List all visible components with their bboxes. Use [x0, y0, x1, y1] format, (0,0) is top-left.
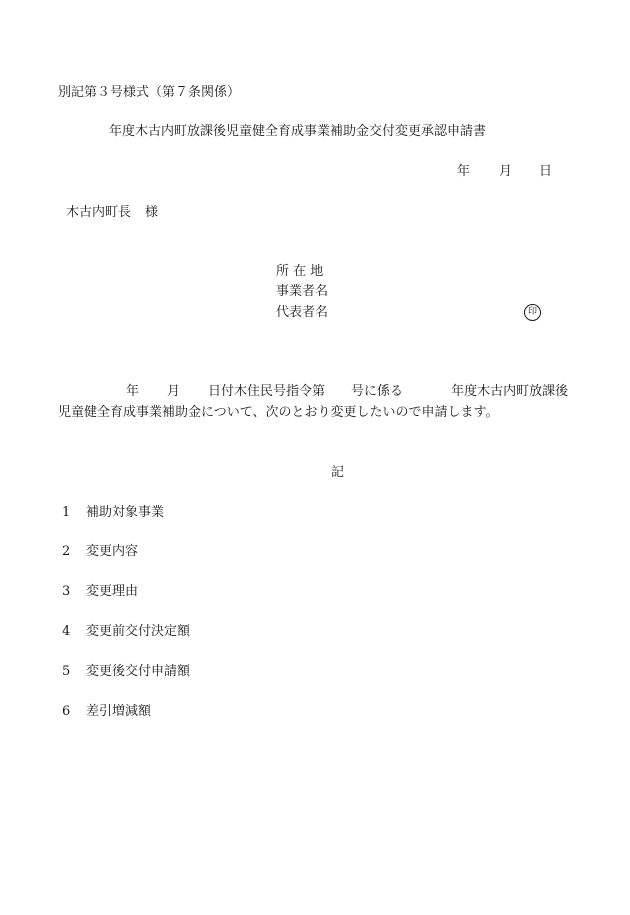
list-item: [62, 545, 138, 558]
list-item: [62, 665, 190, 678]
addressee-name: 木古内町長: [66, 205, 132, 220]
item-label: 差引増減額: [86, 704, 152, 719]
body-paragraph-line1: [58, 385, 568, 398]
date-day: 日: [539, 164, 553, 179]
date-year: 年: [457, 164, 471, 179]
item-number: 5: [62, 664, 71, 679]
item-label: 補助対象事業: [86, 505, 165, 520]
document-title: 年度木古内町放課後児童健全育成事業補助金交付変更承認申請書: [109, 124, 487, 139]
list-item: [62, 506, 164, 519]
body-paragraph-line2: 児童健全育成事業補助金について、次のとおり変更したいので申請します。: [58, 405, 499, 420]
body-year: 年: [126, 384, 140, 399]
item-number: 2: [62, 544, 71, 559]
item-number: 6: [62, 704, 71, 719]
item-label: 変更後交付申請額: [86, 664, 191, 679]
body-month: 月: [167, 384, 181, 399]
form-label: 別記第３号様式（第７条関係）: [58, 85, 241, 100]
body-fiscal: 年度木古内町放課後: [451, 384, 569, 399]
addressee-honorific: 様: [145, 205, 159, 220]
date-month: 月: [499, 164, 513, 179]
seal-mark: 印: [524, 304, 541, 321]
item-label: 変更前交付決定額: [86, 624, 191, 639]
item-number: 1: [62, 505, 71, 520]
item-number: 3: [62, 584, 71, 599]
body-day-ref: 日付木住民号指令第: [208, 384, 326, 399]
ki-heading: 記: [331, 465, 345, 480]
list-item: [62, 705, 151, 718]
applicant-representative-label: 代表者名: [276, 305, 329, 320]
list-item: [62, 585, 138, 598]
item-label: 変更内容: [86, 544, 139, 559]
addressee: [66, 206, 158, 219]
body-number: 号に係る: [351, 384, 404, 399]
applicant-business-name-label: 事業者名: [276, 284, 329, 299]
applicant-location-label: 所 在 地: [276, 264, 324, 279]
list-item: [62, 625, 190, 638]
item-label: 変更理由: [86, 584, 139, 599]
item-number: 4: [62, 624, 71, 639]
